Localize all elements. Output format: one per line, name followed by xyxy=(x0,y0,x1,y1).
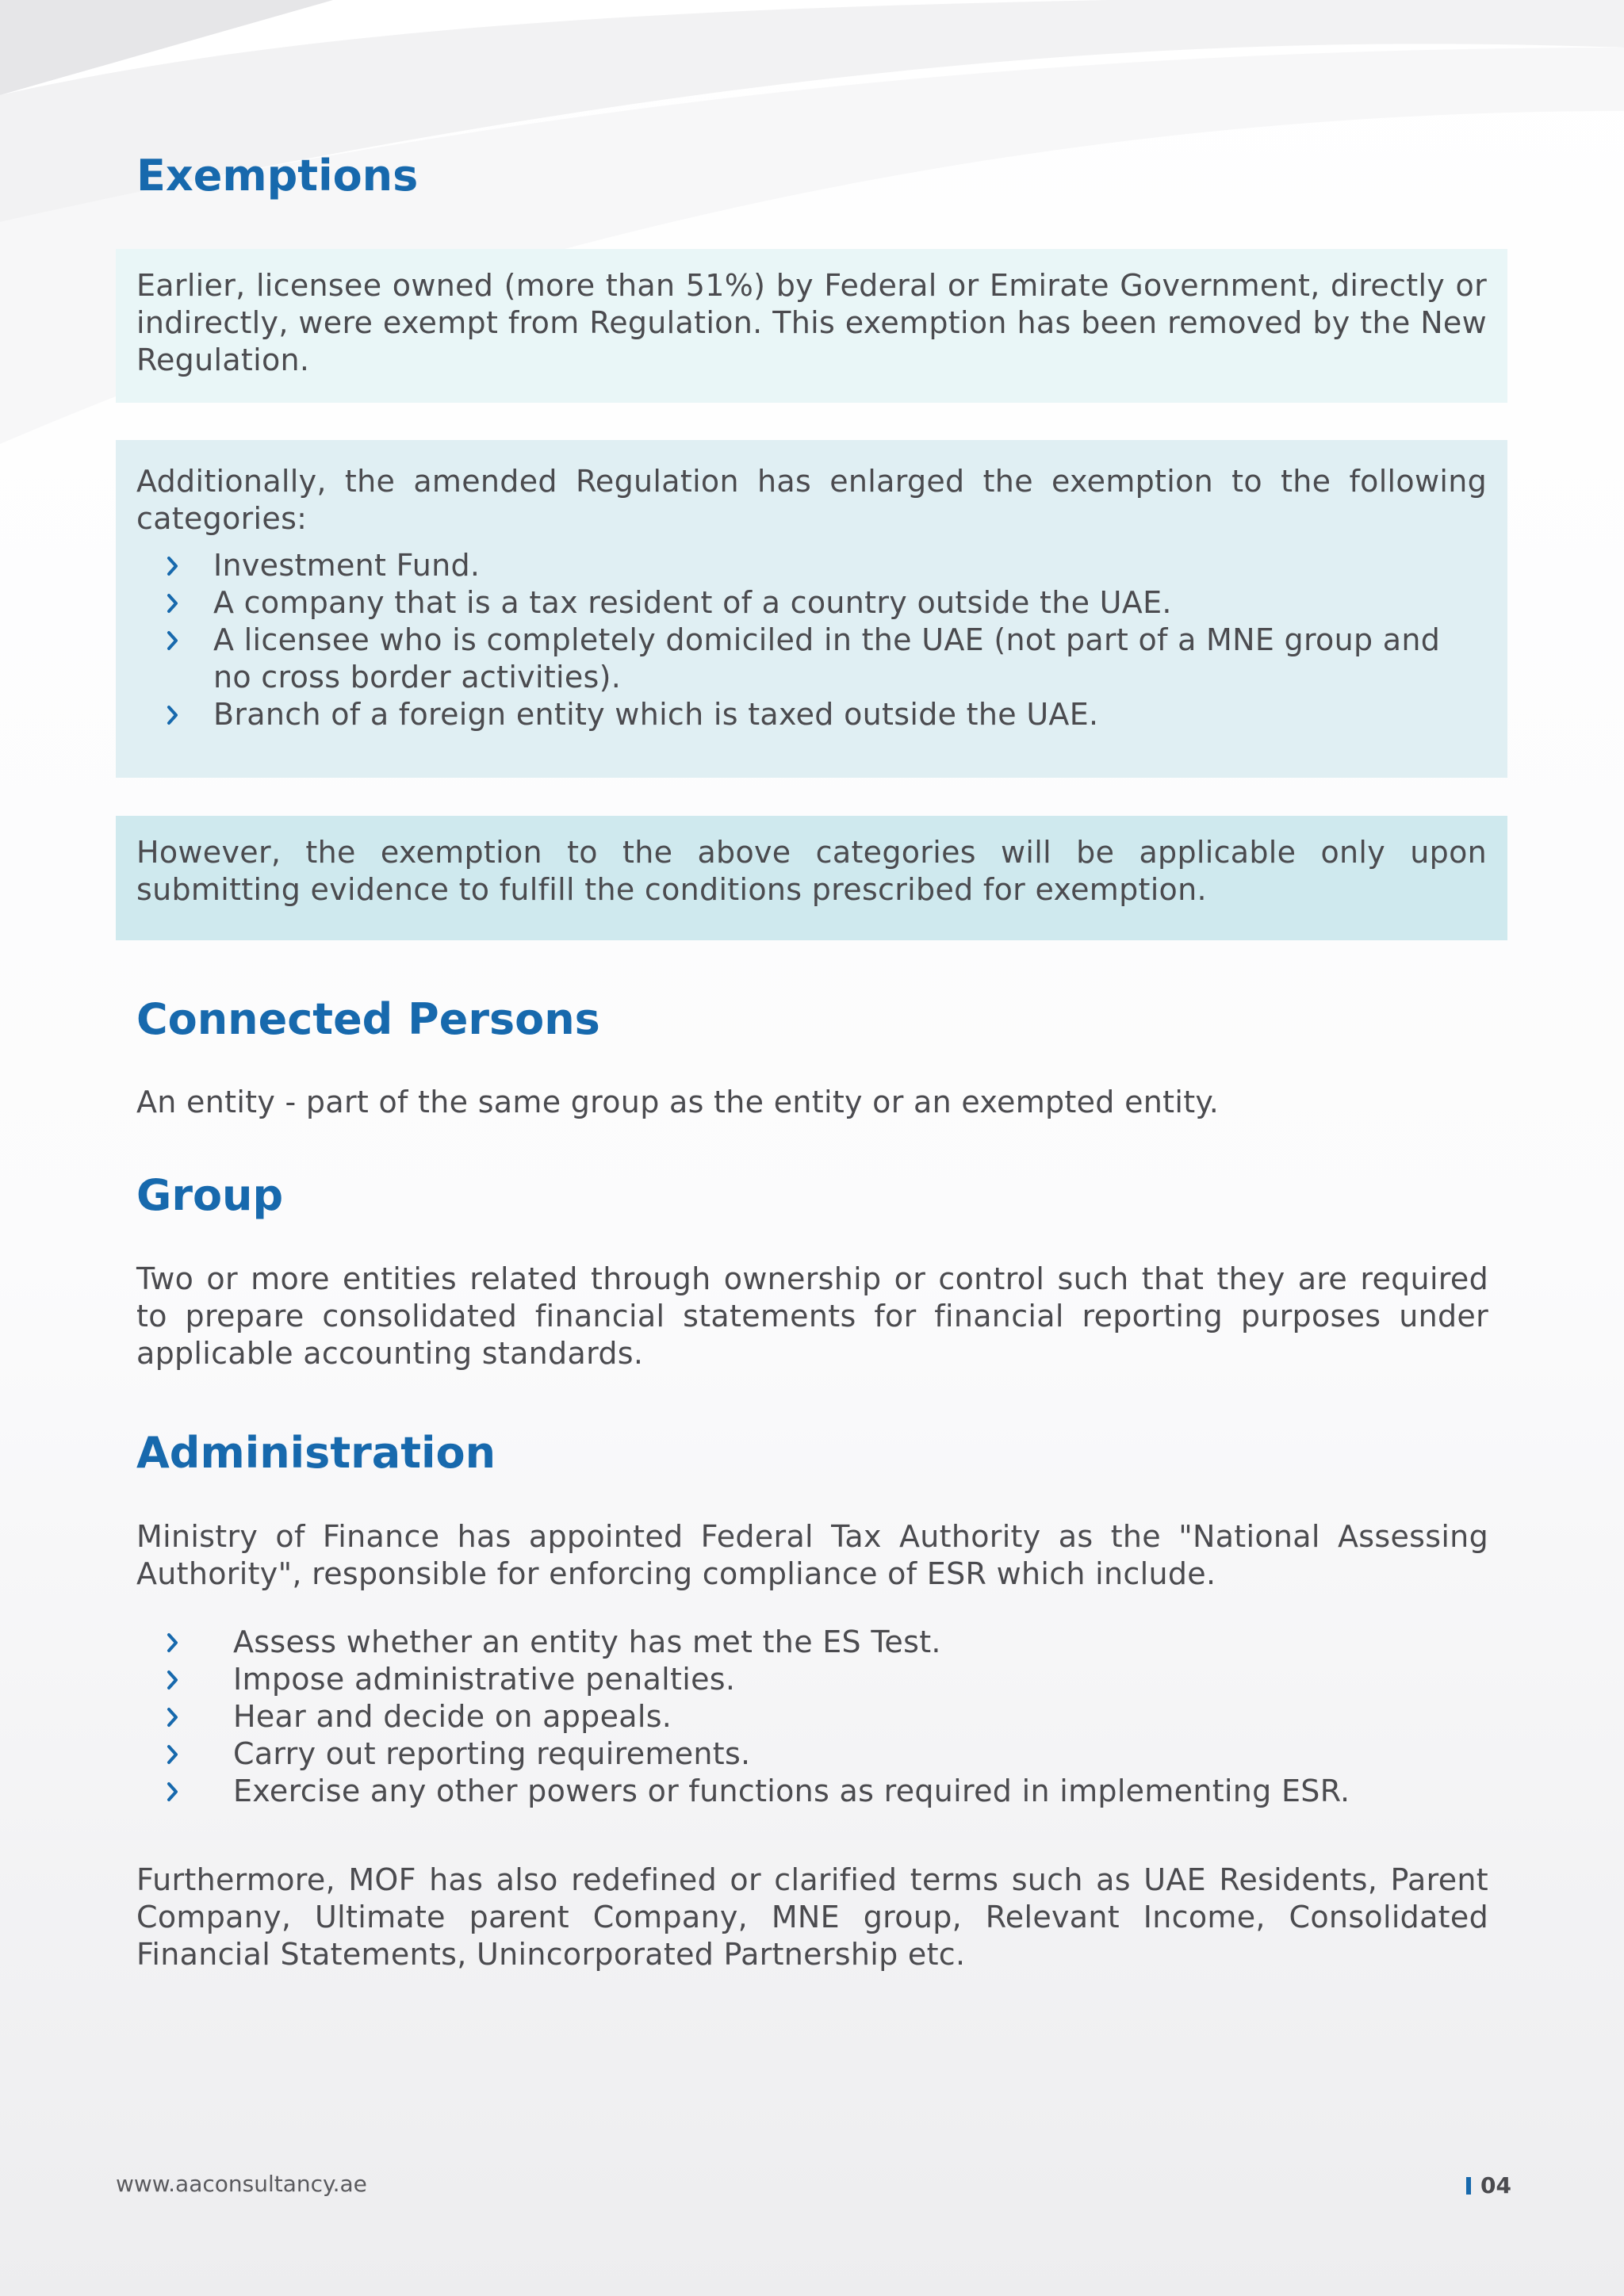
list-item xyxy=(136,547,1487,584)
exemptions-heading: Exemptions xyxy=(136,151,419,201)
administration-functions-list xyxy=(136,1624,1488,1810)
exemption-categories-list xyxy=(136,547,1487,733)
connected-persons-heading: Connected Persons xyxy=(136,994,600,1044)
chevron-right-icon xyxy=(167,1773,186,1810)
exemption-conditions-text: However, the exemption to the above categories will be applicable only upon submitting evidence to fulfill the conditions prescribed for exemption. xyxy=(136,835,1487,907)
administration-intro: Ministry of Finance has appointed Federal Tax Authority as the "National Assessing Authority", responsible for enforcing compliance of ESR which include. xyxy=(136,1519,1488,1591)
list-item-text: Impose administrative penalties. xyxy=(233,1662,736,1697)
exemption-removed-text: Earlier, licensee owned (more than 51%) by Federal or Emirate Government, directly or indirectly, were exempt from Regulation. This exemption has been removed by the New Regulation. xyxy=(136,268,1487,377)
chevron-right-icon xyxy=(167,1735,186,1773)
list-item-text: A licensee who is completely domiciled in the UAE (not part of a MNE group and no cross border activities). xyxy=(213,622,1441,695)
exemption-conditions-box xyxy=(116,816,1507,940)
administration-heading: Administration xyxy=(136,1428,496,1478)
chevron-right-icon xyxy=(167,622,186,659)
list-item xyxy=(136,584,1487,622)
list-item-text: Carry out reporting requirements. xyxy=(233,1736,751,1771)
chevron-right-icon xyxy=(167,1661,186,1698)
list-item xyxy=(136,622,1487,696)
list-item xyxy=(136,1735,1488,1773)
footer-website-link[interactable]: www.aaconsultancy.ae xyxy=(116,2171,367,2197)
list-item xyxy=(136,1773,1488,1810)
list-item-text: Assess whether an entity has met the ES Test. xyxy=(233,1624,941,1659)
page-number xyxy=(1466,2172,1511,2198)
chevron-right-icon xyxy=(167,584,186,622)
group-heading: Group xyxy=(136,1170,284,1220)
page-number-text: 04 xyxy=(1480,2172,1511,2198)
exemption-removed-box xyxy=(116,249,1507,403)
chevron-right-icon xyxy=(167,696,186,733)
list-item-text: Branch of a foreign entity which is taxed outside the UAE. xyxy=(213,697,1099,732)
list-item-text: Exercise any other powers or functions as required in implementing ESR. xyxy=(233,1774,1350,1808)
chevron-right-icon xyxy=(167,547,186,584)
exemption-categories-intro: Additionally, the amended Regulation has enlarged the exemption to the following categories: xyxy=(136,464,1487,536)
connected-persons-text: An entity - part of the same group as the entity or an exempted entity. xyxy=(136,1085,1220,1119)
background-swoosh xyxy=(0,0,1624,476)
chevron-right-icon xyxy=(167,1698,186,1735)
list-item xyxy=(136,1661,1488,1698)
list-item-text: Hear and decide on appeals. xyxy=(233,1699,672,1734)
list-item xyxy=(136,696,1487,733)
list-item-text: Investment Fund. xyxy=(213,548,481,583)
administration-closing-text: Furthermore, MOF has also redefined or clarified terms such as UAE Residents, Parent Company, Ultimate parent Company, MNE group, Relevant Income, Consolidated Financial Statements, Unincorporated Partnership etc. xyxy=(136,1862,1488,1972)
list-item xyxy=(136,1698,1488,1735)
list-item xyxy=(136,1624,1488,1661)
page-number-bar xyxy=(1466,2177,1471,2195)
group-text: Two or more entities related through ownership or control such that they are required to prepare consolidated financial statements for financial reporting purposes under applicable accounting standards. xyxy=(136,1261,1488,1371)
chevron-right-icon xyxy=(167,1624,186,1661)
exemption-categories-box xyxy=(116,440,1507,778)
list-item-text: A company that is a tax resident of a country outside the UAE. xyxy=(213,585,1172,620)
